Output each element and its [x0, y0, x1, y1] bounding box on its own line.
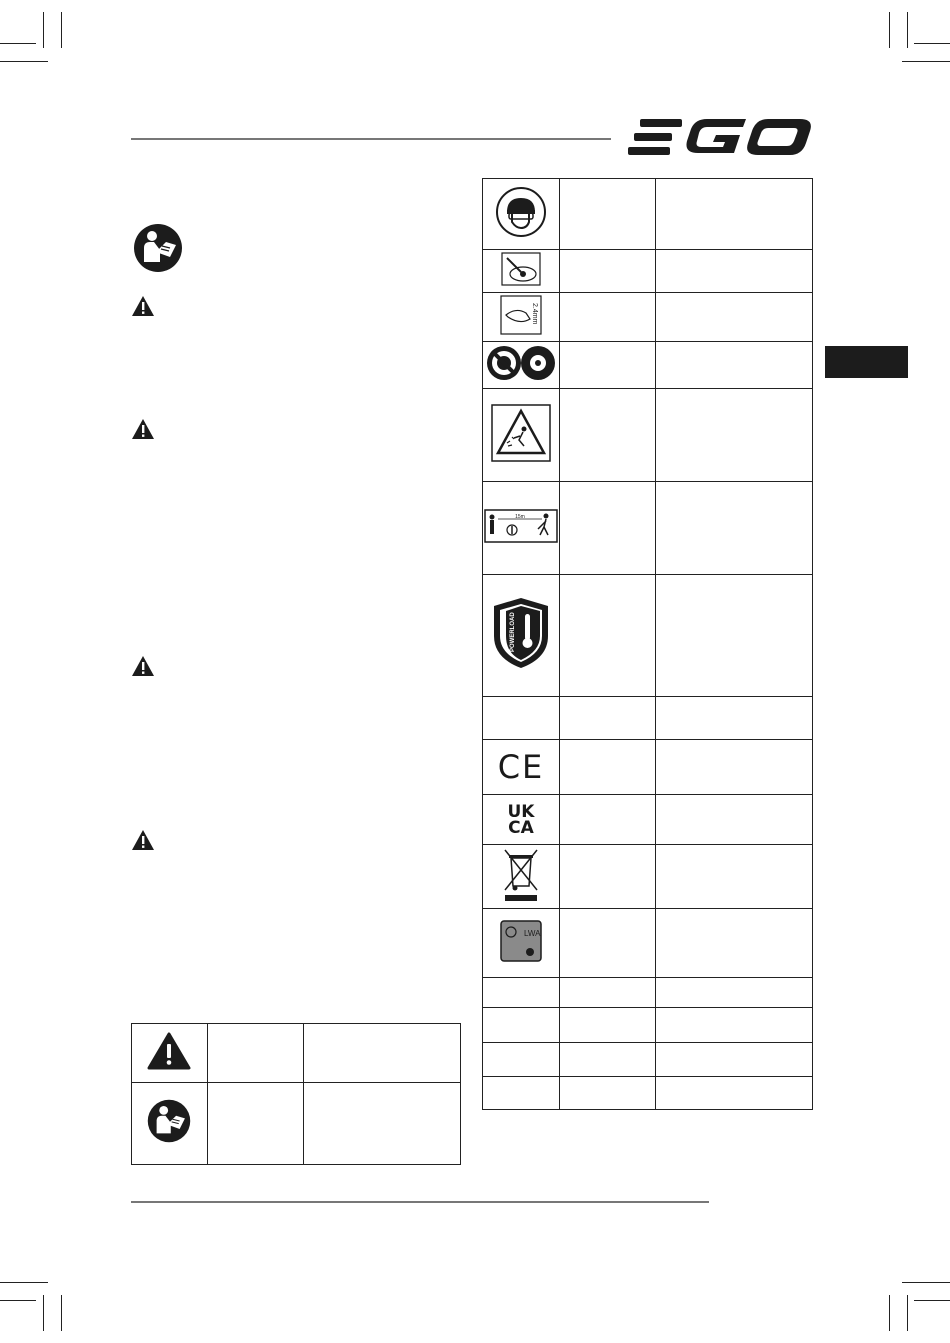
crop-mark [0, 1282, 48, 1283]
symbol-icon-cell [483, 1077, 560, 1110]
table-row [483, 482, 813, 575]
read-manual-icon [132, 1083, 208, 1165]
symbol-label [559, 389, 655, 482]
symbol-description [655, 342, 812, 389]
crop-mark [889, 12, 890, 48]
powerload-thermometer-icon [483, 575, 560, 697]
line-diameter-icon [483, 293, 560, 342]
table-row [483, 845, 813, 909]
symbol-description [655, 740, 812, 795]
symbol-description [655, 909, 812, 978]
symbol-description [655, 575, 812, 697]
crop-mark [889, 1295, 890, 1331]
crop-mark [907, 1295, 908, 1331]
symbol-icon-cell [483, 697, 560, 740]
warning-icon [131, 829, 155, 851]
crop-mark [0, 43, 36, 44]
table-row [483, 342, 813, 389]
symbol-label [559, 342, 655, 389]
symbol-label [559, 293, 655, 342]
crop-mark [914, 1300, 950, 1301]
symbol-label [559, 740, 655, 795]
table-row [483, 179, 813, 250]
crop-mark [43, 1295, 44, 1331]
distance-text: 15m [515, 513, 525, 520]
symbol-description [303, 1024, 460, 1083]
symbol-label [559, 795, 655, 845]
table-row [483, 1077, 813, 1110]
crop-mark [902, 61, 950, 62]
read-manual-icon [132, 222, 184, 279]
table-row [483, 909, 813, 978]
symbol-label [207, 1083, 303, 1165]
no-blade-icon [483, 342, 560, 389]
crop-mark [914, 43, 950, 44]
noise-text: LWA [523, 928, 541, 938]
symbol-description [655, 795, 812, 845]
symbol-label [559, 1043, 655, 1077]
warning-icon [131, 295, 155, 317]
thrown-objects-icon [483, 389, 560, 482]
table-row [483, 1043, 813, 1077]
ego-logo [628, 117, 813, 162]
symbol-label [559, 575, 655, 697]
symbol-label [559, 1077, 655, 1110]
crop-mark [61, 1295, 62, 1331]
symbol-description [655, 389, 812, 482]
ukca-line-1: UK [507, 801, 535, 822]
symbol-label [559, 482, 655, 575]
keep-distance-icon [483, 482, 560, 575]
symbol-description [655, 1043, 812, 1077]
table-row [483, 575, 813, 697]
symbol-description [655, 482, 812, 575]
symbol-label [559, 978, 655, 1008]
footer-rule [131, 1201, 709, 1203]
weee-bin-icon [483, 845, 560, 909]
table-row [483, 389, 813, 482]
symbols-table-right [482, 178, 813, 1110]
crop-mark [61, 12, 62, 48]
symbol-label [559, 697, 655, 740]
symbol-description [655, 697, 812, 740]
symbol-description [655, 1008, 812, 1043]
helmet-icon [483, 179, 560, 250]
crop-mark [907, 12, 908, 48]
symbol-label [559, 250, 655, 293]
symbol-description [655, 179, 812, 250]
symbol-label [559, 179, 655, 250]
symbol-description [655, 250, 812, 293]
table-row [483, 795, 813, 845]
crop-mark [0, 61, 48, 62]
warning-icon [132, 1024, 208, 1083]
symbol-label [559, 1008, 655, 1043]
language-tab [825, 346, 908, 378]
table-row [483, 740, 813, 795]
header-rule [131, 138, 611, 140]
ukca-line-2: CA [508, 817, 534, 838]
powerload-text: POWERLOAD [509, 612, 516, 652]
table-row [132, 1083, 461, 1165]
ce-mark-icon: CE [483, 740, 560, 795]
warning-icon [131, 655, 155, 677]
symbols-table-left [131, 1023, 461, 1165]
crop-mark [43, 12, 44, 48]
symbol-description [655, 978, 812, 1008]
line-size-text: 2.4mm [530, 302, 538, 324]
trimmer-head-icon [483, 250, 560, 293]
crop-mark [902, 1282, 950, 1283]
symbol-description [303, 1083, 460, 1165]
warning-icon [131, 418, 155, 440]
symbol-description [655, 1077, 812, 1110]
noise-label-icon [483, 909, 560, 978]
symbol-description [655, 845, 812, 909]
crop-mark [0, 1300, 36, 1301]
table-row [132, 1024, 461, 1083]
table-row [483, 697, 813, 740]
symbol-description [655, 293, 812, 342]
table-row [483, 978, 813, 1008]
symbol-icon-cell [483, 1008, 560, 1043]
symbol-label [559, 909, 655, 978]
symbol-label [559, 845, 655, 909]
table-row [483, 1008, 813, 1043]
ukca-mark-icon [483, 795, 560, 845]
symbol-label [207, 1024, 303, 1083]
table-row [483, 250, 813, 293]
symbol-icon-cell [483, 1043, 560, 1077]
symbol-icon-cell [483, 978, 560, 1008]
table-row [483, 293, 813, 342]
